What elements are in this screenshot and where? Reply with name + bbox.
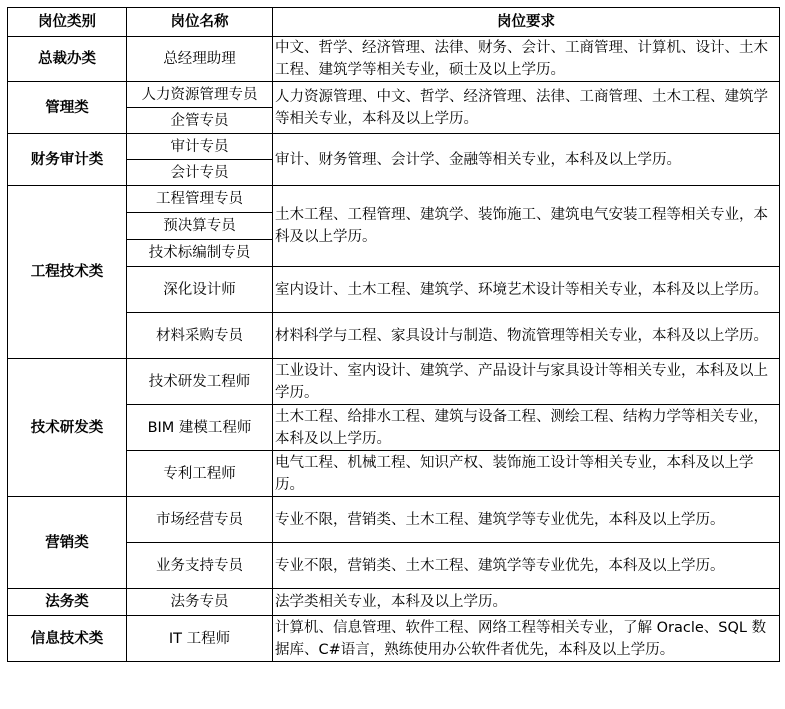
category-cell: 法务类 — [8, 589, 127, 616]
position-cell: 深化设计师 — [127, 267, 273, 313]
header-category: 岗位类别 — [8, 8, 127, 37]
category-cell: 管理类 — [8, 82, 127, 134]
category-cell: 营销类 — [8, 497, 127, 589]
position-cell: 材料采购专员 — [127, 313, 273, 359]
position-cell: BIM 建模工程师 — [127, 405, 273, 451]
table-row — [8, 616, 780, 662]
position-cell: IT 工程师 — [127, 616, 273, 662]
position-cell: 会计专员 — [127, 160, 273, 186]
table-row — [8, 359, 780, 405]
requirement-cell: 人力资源管理、中文、哲学、经济管理、法律、工商管理、土木工程、建筑学等相关专业，本科及以上学历。 — [273, 82, 780, 134]
position-cell: 工程管理专员 — [127, 186, 273, 213]
requirement-cell: 专业不限，营销类、土木工程、建筑学等专业优先，本科及以上学历。 — [273, 543, 780, 589]
position-cell: 人力资源管理专员 — [127, 82, 273, 108]
category-cell: 总裁办类 — [8, 37, 127, 82]
requirement-cell: 电气工程、机械工程、知识产权、装饰施工设计等相关专业，本科及以上学历。 — [273, 451, 780, 497]
table-header-row — [8, 8, 780, 37]
position-cell: 总经理助理 — [127, 37, 273, 82]
table-row — [8, 186, 780, 213]
job-requirements-table — [7, 7, 780, 662]
position-cell: 专利工程师 — [127, 451, 273, 497]
requirement-cell: 专业不限，营销类、土木工程、建筑学等专业优先，本科及以上学历。 — [273, 497, 780, 543]
position-cell: 技术研发工程师 — [127, 359, 273, 405]
table-row — [8, 589, 780, 616]
requirement-cell: 中文、哲学、经济管理、法律、财务、会计、工商管理、计算机、设计、土木工程、建筑学等相关专业，硕士及以上学历。 — [273, 37, 780, 82]
requirement-cell: 材料科学与工程、家具设计与制造、物流管理等相关专业，本科及以上学历。 — [273, 313, 780, 359]
requirement-cell: 法学类相关专业，本科及以上学历。 — [273, 589, 780, 616]
header-position: 岗位名称 — [127, 8, 273, 37]
category-cell: 信息技术类 — [8, 616, 127, 662]
category-cell: 工程技术类 — [8, 186, 127, 359]
requirement-cell: 土木工程、给排水工程、建筑与设备工程、测绘工程、结构力学等相关专业，本科及以上学历。 — [273, 405, 780, 451]
position-cell: 法务专员 — [127, 589, 273, 616]
category-cell: 技术研发类 — [8, 359, 127, 497]
requirement-cell: 室内设计、土木工程、建筑学、环境艺术设计等相关专业，本科及以上学历。 — [273, 267, 780, 313]
position-cell: 预决算专员 — [127, 213, 273, 240]
position-cell: 业务支持专员 — [127, 543, 273, 589]
position-cell: 技术标编制专员 — [127, 240, 273, 267]
category-cell: 财务审计类 — [8, 134, 127, 186]
requirement-cell: 审计、财务管理、会计学、金融等相关专业，本科及以上学历。 — [273, 134, 780, 186]
requirement-cell: 计算机、信息管理、软件工程、网络工程等相关专业，了解 Oracle、SQL 数据库、C#语言，熟练使用办公软件者优先，本科及以上学历。 — [273, 616, 780, 662]
header-requirement: 岗位要求 — [273, 8, 780, 37]
requirement-cell: 工业设计、室内设计、建筑学、产品设计与家具设计等相关专业，本科及以上学历。 — [273, 359, 780, 405]
requirement-cell: 土木工程、工程管理、建筑学、装饰施工、建筑电气安装工程等相关专业，本科及以上学历。 — [273, 186, 780, 267]
table-row — [8, 497, 780, 543]
table-row — [8, 82, 780, 108]
position-cell: 审计专员 — [127, 134, 273, 160]
table-row — [8, 37, 780, 82]
table-row — [8, 134, 780, 160]
position-cell: 企管专员 — [127, 108, 273, 134]
position-cell: 市场经营专员 — [127, 497, 273, 543]
